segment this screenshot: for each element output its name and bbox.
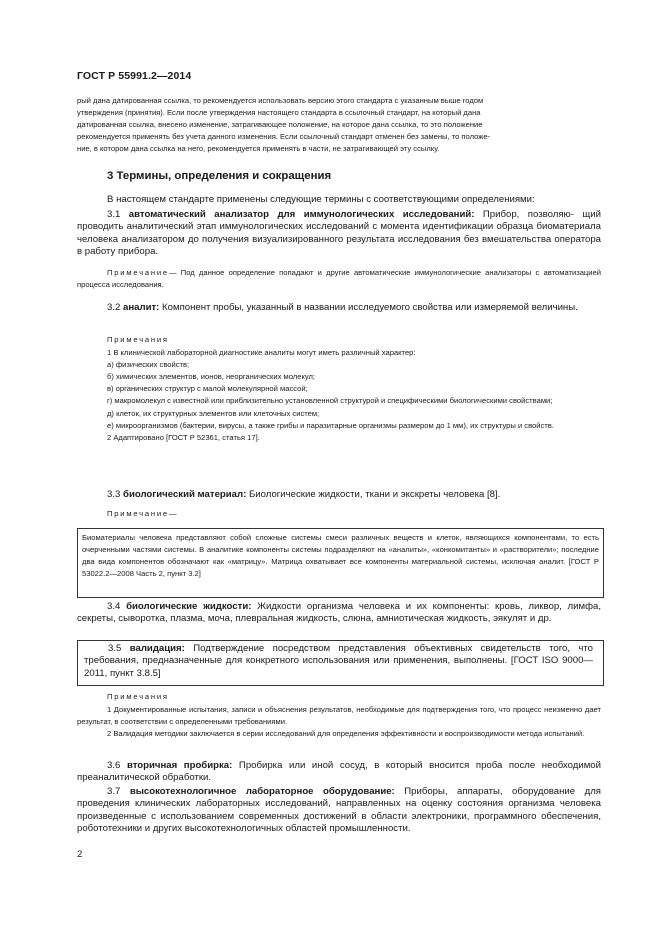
- term-3-5-box: [77, 640, 604, 686]
- term-definition: [77, 302, 601, 314]
- term-def-rest: щий проводить аналитический этап иммунологических исследований с момента идентификации образца биоматериала человека анализатором до получения визуализированного результата исследования без вмешательства оператора в работу прибора.: [77, 209, 601, 257]
- term-3-6: [77, 760, 601, 785]
- document-code-header: ГОСТ Р 55991.2—2014: [77, 70, 192, 82]
- term-number: 3.5: [108, 643, 122, 654]
- note-3-3-label: [77, 508, 601, 520]
- term-number: 3.2: [107, 302, 121, 313]
- term-def: Приборы, аппараты, оборудование: [404, 786, 576, 797]
- section-title: 3 Термины, определения и сокращения: [107, 170, 332, 182]
- term-number: 3.7: [107, 786, 121, 797]
- term-definition: [77, 601, 601, 626]
- intro-line: рый дана датированная ссылка, то рекомендуется использовать версию этого стандарта с указанным выше годом: [77, 96, 484, 105]
- note-item: г) макромолекул с известной или приблизительно установленной структурой и специфическими биологическими свойствами;: [107, 396, 553, 406]
- note-box: [77, 528, 604, 598]
- intro-line: датированная ссылка, внесено изменение, затрагивающее положение, на которое дана ссылка, то это положение: [77, 120, 483, 130]
- term-def: Биологические жидкости, ткани и экскреты человека [8].: [248, 489, 501, 500]
- notes-3-2: [77, 334, 601, 444]
- note-label-line: [77, 508, 601, 520]
- term-definition: [77, 489, 601, 501]
- term-def-rest: для проведения клинических лабораторных исследований, направленных на оценку состояния организма человека произведенные с использованием современных достижений в области электроники, программного обеспечения, робототехники и других высокотехнологичных областей промышленности.: [77, 786, 602, 834]
- term-3-4: [77, 601, 601, 626]
- term-3-3: [77, 489, 601, 501]
- term-definition: [77, 209, 601, 258]
- note-label: Примечание: [107, 268, 169, 277]
- term-name: аналит:: [123, 302, 160, 313]
- note-item: 2 Адаптировано [ГОСТ Р 52361, статья 17].: [107, 432, 260, 442]
- term-3-2: [77, 302, 601, 314]
- note-text: [77, 267, 601, 291]
- term-definition: [77, 760, 601, 785]
- note-item: 1 Документированные испытания, записи и объяснения результатов, необходимые для подтверждения того, что процесс неизменно дает результат, в соответствии с определенными требованиями.: [77, 705, 601, 727]
- notes-label: Примечания: [107, 335, 169, 344]
- note-item: в) органических структур с малой молекулярной массой;: [107, 384, 308, 394]
- term-number: 3.1: [107, 209, 121, 220]
- section-lead-text: В настоящем стандарте применены следующие термины с соответствующими определениями:: [107, 194, 535, 205]
- term-name: биологические жидкости:: [126, 601, 252, 612]
- term-number: 3.4: [107, 601, 121, 612]
- term-name: высокотехнологичное лабораторное оборудование:: [129, 786, 395, 797]
- notes-label: Примечания: [107, 692, 169, 701]
- term-def: Прибор, позволяю-: [482, 209, 574, 220]
- note-item: 1 В клинической лабораторной диагностике аналиты могут иметь различный характер:: [107, 348, 416, 358]
- note-item: е) микроорганизмов (бактерии, вирусы, а также грибы и паразитарные организмы размером до 1 мм), их структуры и свойств.: [107, 420, 554, 430]
- term-definition: [84, 643, 593, 680]
- section-lead: [77, 194, 601, 206]
- term-definition: [77, 786, 601, 835]
- note-dash: —: [168, 509, 177, 518]
- note-item: 2 Валидация методики заключается в серии исследований для определения эффективности и воспроизводимости метода испытаний.: [107, 729, 585, 739]
- term-name: автоматический анализатор для иммунологических исследований:: [128, 209, 475, 220]
- intro-paragraph: [77, 95, 601, 155]
- term-number: 3.3: [107, 489, 121, 500]
- term-name: валидация:: [129, 643, 185, 654]
- section-heading: [107, 170, 631, 182]
- intro-line: ние, в котором дана ссылка на него, рекомендуется применять в части, не затрагивающей эту ссылку.: [77, 144, 440, 154]
- note-item: б) химических элементов, ионов, неорганических молекул;: [107, 372, 316, 382]
- note-body: — Под данное определение попадают и другие автоматические иммунологические анализаторы с автоматизацией процесса исследования.: [77, 268, 601, 290]
- intro-line: рекомендуется применять без учета данного изменения. Если ссылочный стандарт отменен без замены, то положе-: [77, 132, 491, 142]
- term-def: Компонент пробы, указанный в названии исследуемого свойства или измеряемой величины.: [162, 302, 578, 313]
- term-def: Жидкости организма человека и их компоненты: кровь, ликвор, лимфа, секреты, сыворотка, плазма, моча, плевральная жидкость, слюна, амниотическая жидкость, эякулят и др.: [77, 601, 601, 625]
- term-def: Пробирка или иной сосуд, в который вносится проба после необходимой преаналитической обработки.: [77, 760, 601, 784]
- term-3-7: [77, 786, 601, 835]
- intro-line: утверждения (принятия). Если после утверждения настоящего стандарта в ссылочный стандарт, на который дана: [77, 108, 481, 118]
- note-item: д) клеток, их структурных элементов или клеточных систем;: [107, 408, 320, 418]
- note-label: Примечание: [107, 509, 169, 518]
- term-name: биологический материал:: [123, 489, 247, 500]
- notes-3-5: [77, 691, 601, 740]
- note-item: а) физических свойств;: [107, 360, 190, 370]
- note-box-text: Биоматериалы человека представляют собой сложные системы смеси различных веществ и клеток, являющихся компонентами, то есть очерченными частями системы. В аналитике компоненты системы подразделяют на «аналиты», «конкомитанты» и «растворители»; последние два вида компонентов обозначают как «матрицу». Матрица охватывает все компоненты материальной системы, исключая аналит. [ГОСТ Р 53022.2—2008 Часть 2, пункт 3.2]: [82, 533, 599, 579]
- page-number: 2: [77, 849, 83, 860]
- term-def: Подтверждение посредством представления объективных свидетельств того, что требования, предназначенные для конкретного использования или применения, выполнены. [ГОСТ ISO 9000—2011, пункт 3.8.5]: [84, 643, 593, 679]
- term-name: вторичная пробирка:: [126, 760, 233, 771]
- term-3-1: [77, 209, 601, 258]
- term-number: 3.6: [107, 760, 121, 771]
- note-3-1: [77, 267, 601, 291]
